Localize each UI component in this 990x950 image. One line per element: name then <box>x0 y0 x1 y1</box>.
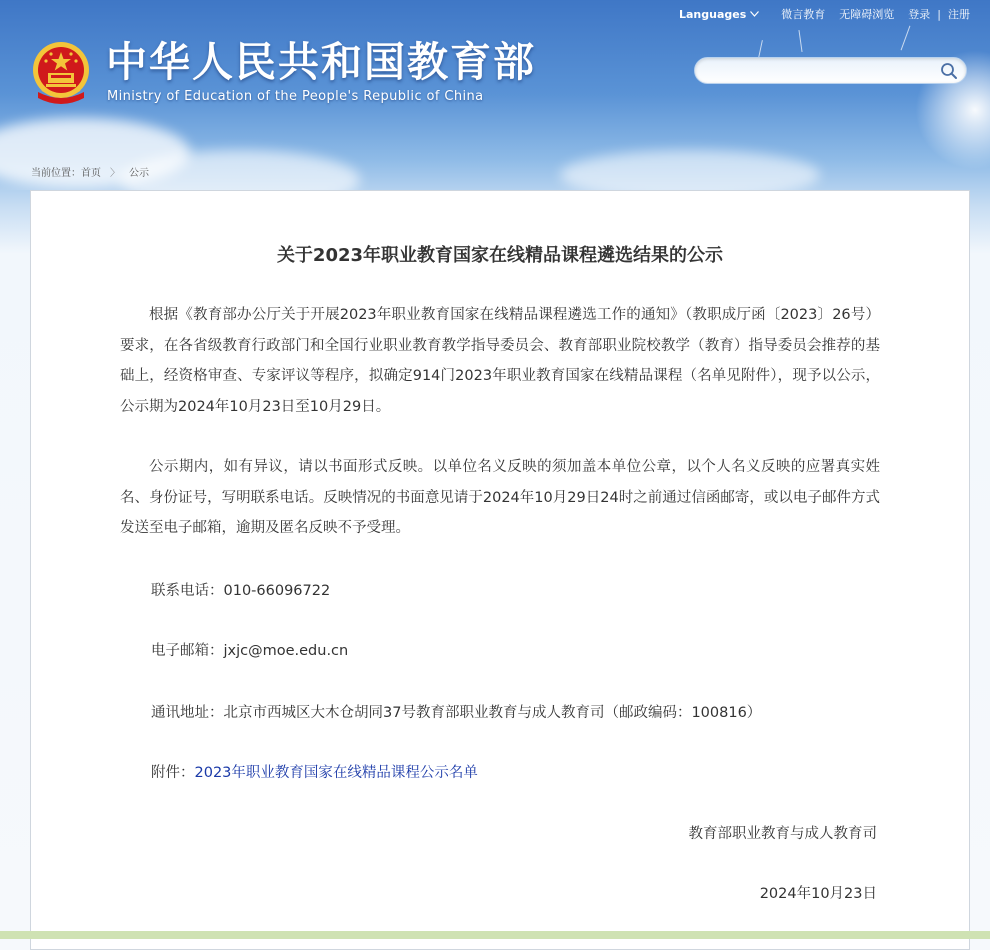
article-paragraph-2: 公示期内，如有异议，请以书面形式反映。以单位名义反映的须加盖本单位公章，以个人名义反映的应署真实姓名、身份证号，写明联系电话。反映情况的书面意见请于2024年10月29日24时之前通过信函邮寄，或以电子邮件方式发送至电子邮箱，逾期及匿名反映不予受理。 <box>120 459 880 536</box>
breadcrumb-label: 当前位置： <box>31 168 81 179</box>
attachment-link[interactable]: 2023年职业教育国家在线精品课程公示名单 <box>194 765 478 781</box>
site-title: 中华人民共和国教育部 <box>106 38 536 86</box>
attachment-label: 附件： <box>151 765 195 781</box>
national-emblem-icon <box>30 40 92 106</box>
search-icon[interactable] <box>940 62 958 80</box>
publish-date: 2024年10月23日 <box>759 886 877 902</box>
dandelion-seed <box>758 40 763 58</box>
signature: 教育部职业教育与成人教育司 <box>688 826 877 842</box>
site-subtitle: Ministry of Education of the People's Republic of China <box>107 89 484 104</box>
weixin-link[interactable]: 微言教育 <box>781 8 826 21</box>
header-cloud <box>560 150 820 190</box>
top-navigation <box>679 6 970 22</box>
article-paragraph-1: 根据《教育部办公厅关于开展2023年职业教育国家在线精品课程遴选工作的通知》（教职成厅函〔2023〕26号）要求，在各省级教育行政部门和全国行业职业教育教学指导委员会、教育部职业院校教学（教育）指导委员会推荐的基础上，经资格审查、专家评议等程序，拟确定914门2023年职业教育国家在线精品课程（名单见附件），现予以公示，公示期为2024年10月23日至10月29日。 <box>120 307 880 415</box>
languages-dropdown[interactable] <box>679 8 759 21</box>
mailing-address: 通讯地址：北京市西城区大木仓胡同37号教育部职业教育与成人教育司（邮政编码：100816） <box>151 705 762 721</box>
search-input[interactable] <box>707 61 931 82</box>
login-link[interactable]: 登录 <box>908 8 931 21</box>
breadcrumb-home[interactable]: 首页 <box>81 168 101 179</box>
site-header <box>0 0 990 190</box>
register-link[interactable]: 注册 <box>948 8 970 21</box>
nav-separator: | <box>937 7 941 21</box>
article-title: 关于2023年职业教育国家在线精品课程遴选结果的公示 <box>276 245 724 266</box>
footer-strip <box>0 931 990 939</box>
dandelion-seed <box>901 26 911 51</box>
dandelion-seed <box>798 30 802 52</box>
breadcrumb-notice[interactable]: 公示 <box>129 168 149 179</box>
attachment-line <box>151 761 478 782</box>
contact-email: 电子邮箱：jxjc@moe.edu.cn <box>151 643 349 659</box>
chevron-down-icon <box>750 11 759 17</box>
breadcrumb-separator: 〉 <box>110 168 120 179</box>
contact-phone: 联系电话：010-66096722 <box>151 583 331 599</box>
search-box <box>694 57 967 84</box>
breadcrumb <box>31 164 149 179</box>
languages-label: Languages <box>679 7 747 21</box>
article-container <box>30 190 970 950</box>
accessible-browse-link[interactable]: 无障碍浏览 <box>839 8 895 21</box>
